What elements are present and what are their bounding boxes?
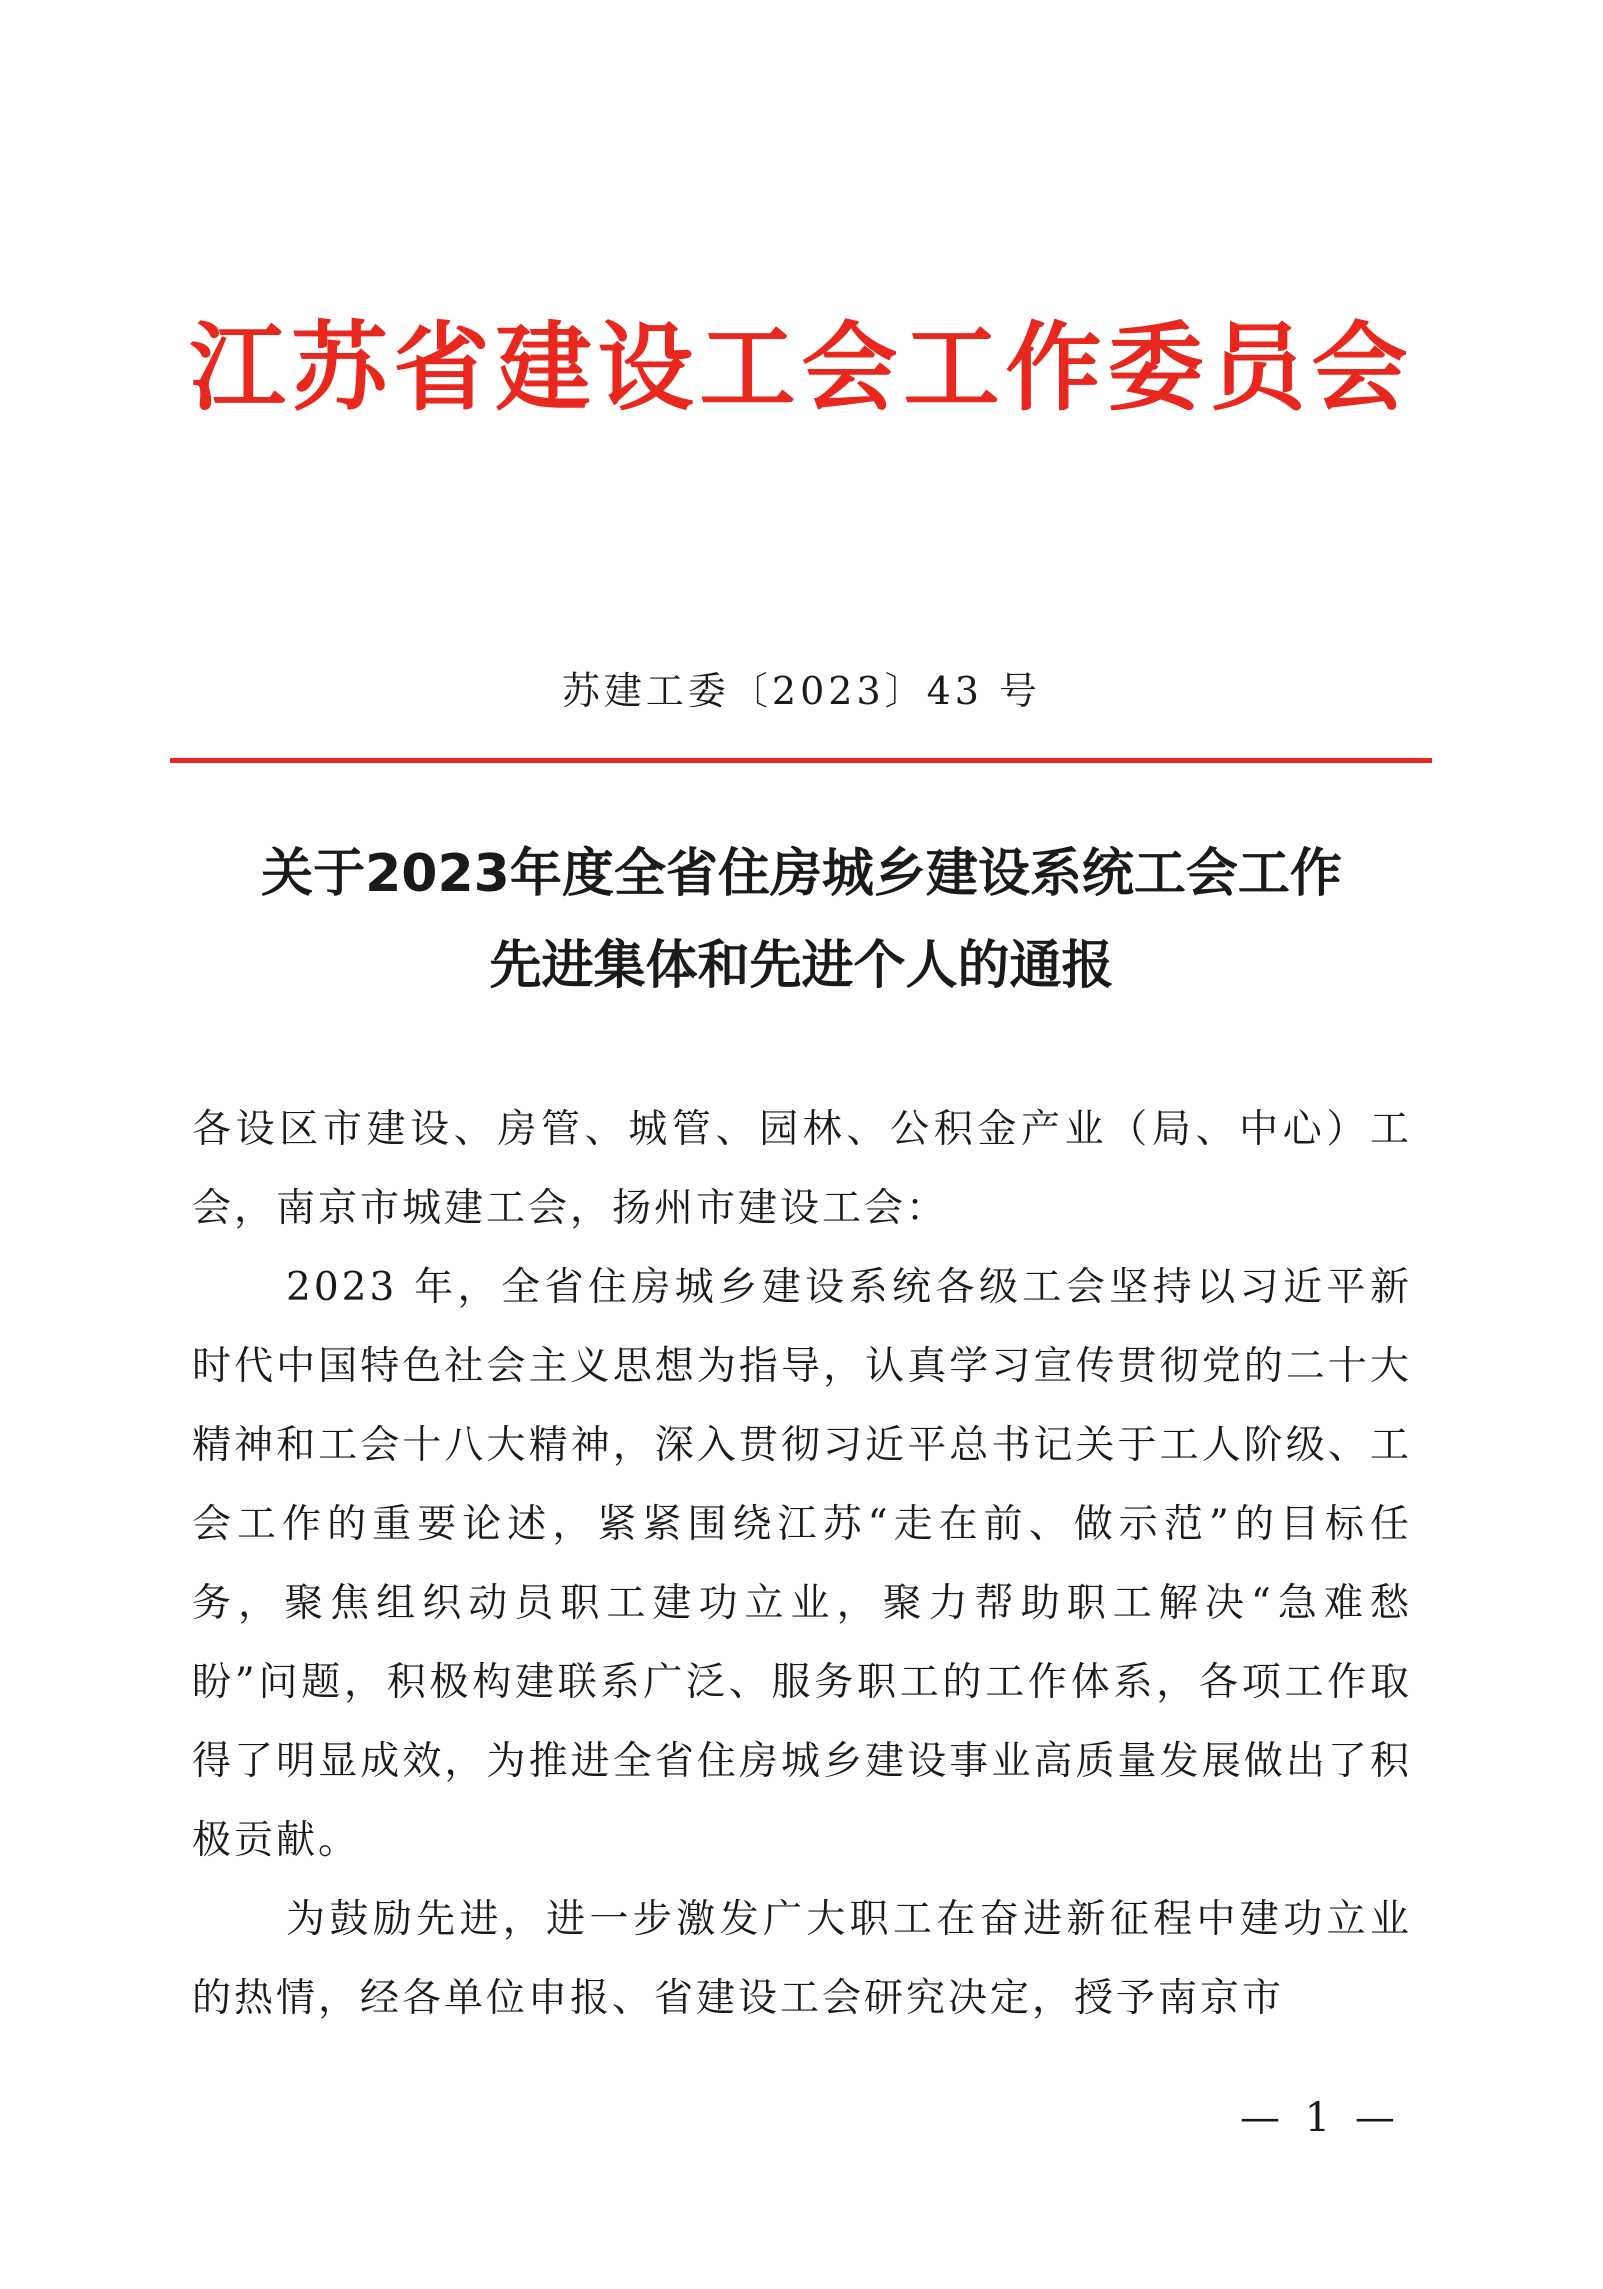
page-number: — 1 — — [1240, 2095, 1401, 2141]
letterhead-red-rule — [170, 758, 1432, 763]
body-paragraph-2: 为鼓励先进，进一步激发广大职工在奋进新征程中建功立业的热情，经各单位申报、省建设工会研究决定，授予南京市 — [192, 1897, 1412, 2021]
document-title-line-1: 关于2023年度全省住房城乡建设系统工会工作 — [261, 844, 1342, 904]
document-body — [192, 1090, 1412, 2038]
document-number: 苏建工委〔2023〕43 号 — [561, 669, 1042, 713]
body-paragraph-1: 2023 年，全省住房城乡建设系统各级工会坚持以习近平新时代中国特色社会主义思想为指导，认真学习宣传贯彻党的二十大精神和工会十八大精神，深入贯彻习近平总书记关于工人阶级、工会工作的重要论述，紧紧围绕江苏“走在前、做示范”的目标任务，聚焦组织动员职工建功立业，聚力帮助职工解决“急难愁盼”问题，积极构建联系广泛、服务职工的工作体系，各项工作取得了明显成效，为推进全省住房城乡建设事业高质量发展做出了积极贡献。 — [192, 1265, 1412, 1863]
letterhead-org-name: 江苏省建设工会工作委员会 — [189, 312, 1414, 424]
addressee: 各设区市建设、房管、城管、园林、公积金产业（局、中心）工会，南京市城建工会，扬州市建设工会： — [192, 1107, 1412, 1231]
document-title-line-2: 先进集体和先进个人的通报 — [489, 936, 1114, 996]
